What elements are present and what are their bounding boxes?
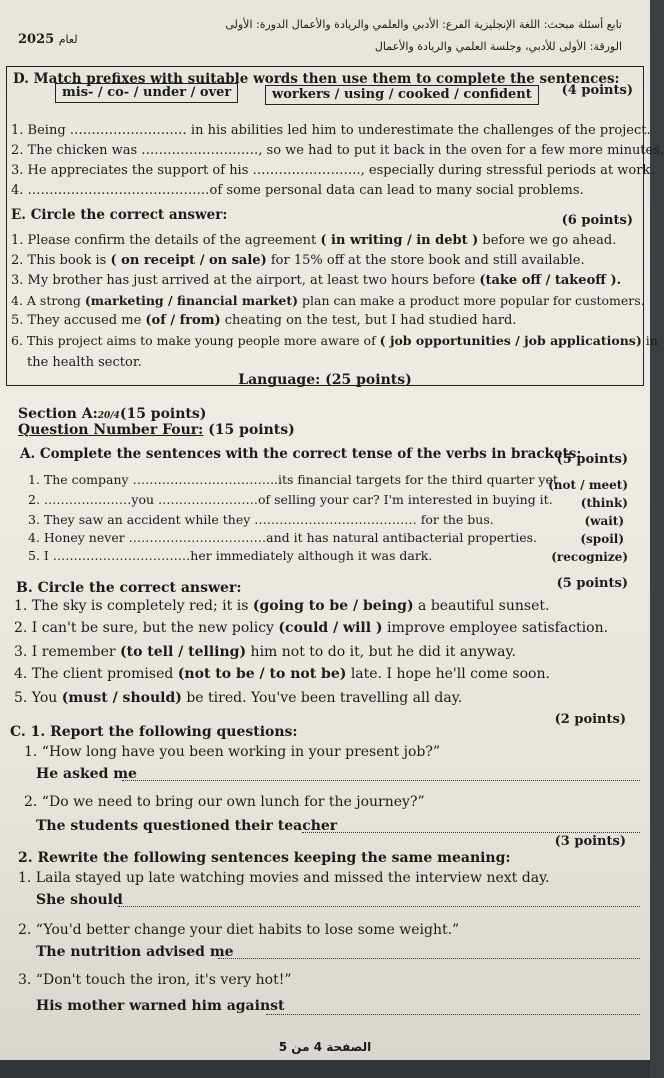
a-item-5-verb: (recognize): [551, 550, 628, 564]
c1-question-2: 2. “Do we need to bring our own lunch for the journey?”: [24, 794, 425, 810]
answer-line: [302, 832, 640, 833]
section-a-title: Section A:20/4(15 points): [18, 406, 207, 422]
section-e-title: E. Circle the correct answer:: [11, 207, 228, 223]
c2-answer-2-lead: The nutrition advised me: [36, 944, 234, 960]
d-item-1: 1. Being ……………………… in his abilities led him to underestimate the challenges of the project.: [11, 123, 651, 138]
answer-line: [118, 906, 640, 907]
b-item-2: 2. I can't be sure, but the new policy (could / will ) improve employee satisfaction.: [14, 620, 609, 636]
e-item-5: 5. They accused me (of / from) cheating on the test, but I had studied hard.: [11, 313, 517, 328]
c2-sentence-1: 1. Laila stayed up late watching movies and missed the interview next day.: [18, 870, 550, 886]
a-item-1-verb: (not / meet): [548, 478, 628, 492]
e-item-6: 6. This project aims to make young people more aware of ( job opportunities / job applications) in: [11, 333, 658, 348]
question-four-title: Question Number Four: (15 points): [18, 422, 295, 438]
a-item-2: 2. …………………you ……………………of selling your car? I'm interested in buying it.: [28, 492, 553, 507]
a-item-5: 5. I ……………………………her immediately although it was dark.: [28, 548, 433, 563]
a-item-4-verb: (spoil): [580, 532, 624, 546]
a-item-1: 1. The company ……………………………..its financial targets for the third quarter yet.: [28, 472, 562, 487]
header-paper-line: الورقة: الأولى للأدبي، وجلسة العلمي والريادة والأعمال: [374, 40, 622, 53]
e-item-3: 3. My brother has just arrived at the airport, at least two hours before (take off / takeoff ).: [11, 273, 622, 288]
section-d-points: (4 points): [561, 83, 633, 98]
exam-year: 2025 لعام: [18, 32, 78, 47]
e-item-1: 1. Please confirm the details of the agreement ( in writing / in debt ) before we go ahead.: [11, 233, 617, 248]
page-number: الصفحة 4 من 5: [278, 1040, 372, 1054]
exam-header: [8, 8, 642, 70]
part-c1-title: C. 1. Report the following questions:: [10, 724, 298, 740]
answer-line: [266, 1014, 640, 1015]
c2-answer-1-lead: She should: [36, 892, 123, 908]
header-subject-line: تابع أسئلة مبحث: اللغة الإنجليزية الفرع: الأدبي والعلمي والريادة والأعمال الدورة: الأولى: [225, 18, 622, 31]
prefixes-box: mis- / co- / under / over: [55, 83, 238, 103]
part-c2-title: 2. Rewrite the following sentences keeping the same meaning:: [18, 850, 511, 866]
c2-answer-3-lead: His mother warned him against: [36, 998, 285, 1014]
c1-answer-1-lead: He asked me: [36, 766, 137, 782]
a-item-3-verb: (wait): [584, 514, 624, 528]
section-d-e-box: [6, 66, 664, 386]
e-item-2: 2. This book is ( on receipt / on sale) for 15% off at the store book and still available.: [11, 253, 585, 268]
e-item-6-cont: the health sector.: [27, 355, 142, 370]
b-item-3: 3. I remember (to tell / telling) him not to do it, but he did it anyway.: [14, 644, 516, 660]
a-item-4: 4. Honey never ……………………………and it has natural antibacterial properties.: [28, 530, 537, 545]
d-item-3: 3. He appreciates the support of his ……………………., especially during stressful periods at work.: [11, 163, 655, 178]
b-item-1: 1. The sky is completely red; it is (going to be / being) a beautiful sunset.: [14, 598, 550, 614]
answer-line: [122, 780, 640, 781]
c2-sentence-2: 2. “You'd better change your diet habits to lose some weight.”: [18, 922, 460, 938]
b-item-5: 5. You (must / should) be tired. You've been travelling all day.: [14, 690, 463, 706]
d-item-2: 2. The chicken was ………………………, so we had to put it back in the oven for a few more minutes.: [11, 143, 664, 158]
c1-question-1: 1. “How long have you been working in your present job?”: [24, 744, 441, 760]
part-b-points: (5 points): [556, 576, 628, 591]
e-item-4: 4. A strong (marketing / financial market) plan can make a product more popular for customers.: [11, 293, 645, 308]
part-b-title: B. Circle the correct answer:: [16, 580, 242, 596]
words-box: workers / using / cooked / confident: [265, 85, 539, 105]
background-surface: [0, 1060, 650, 1078]
section-d-title: D. Match prefixes with suitable words then use them to complete the sentences:: [13, 71, 620, 87]
a-item-3: 3. They saw an accident while they ………………………………… for the bus.: [28, 512, 494, 527]
b-item-4: 4. The client promised (not to be / to not be) late. I hope he'll come soon.: [14, 666, 550, 682]
part-c1-points: (2 points): [554, 712, 626, 727]
part-c2-points: (3 points): [554, 834, 626, 849]
c1-answer-2-lead: The students questioned their teacher: [36, 818, 338, 834]
language-title: Language: (25 points): [238, 372, 412, 388]
part-a-title: A. Complete the sentences with the correct tense of the verbs in brackets:: [20, 446, 582, 462]
c2-sentence-3: 3. “Don't touch the iron, it's very hot!”: [18, 972, 292, 988]
part-a-points: (5 points): [556, 452, 628, 467]
section-e-points: (6 points): [561, 213, 633, 228]
d-item-4: 4. ……………………………………of some personal data can lead to many social problems.: [11, 183, 584, 198]
answer-line: [218, 958, 640, 959]
a-item-2-verb: (think): [580, 496, 628, 510]
